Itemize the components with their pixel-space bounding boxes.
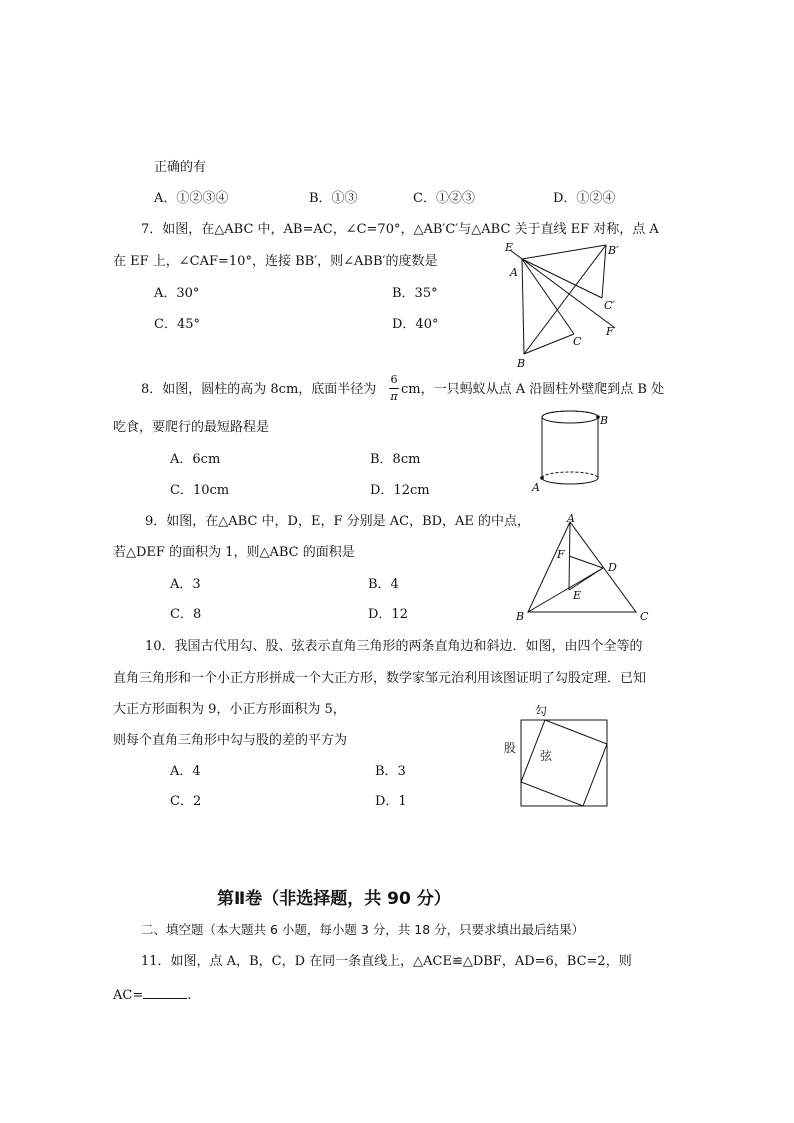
q8-cylinder-figure bbox=[528, 405, 614, 495]
q8-option-b: B．8cm bbox=[370, 452, 421, 467]
q7-line-ef bbox=[510, 250, 615, 328]
q8-option-d: D．12cm bbox=[370, 483, 430, 498]
q10-line3: 大正方形面积为 9，小正方形面积为 5， bbox=[113, 702, 346, 717]
q8-frac-den: π bbox=[390, 390, 398, 403]
q11-line2 bbox=[113, 986, 191, 1002]
q9-label-c: C bbox=[640, 610, 649, 623]
q7-line1: 7．如图，在△ABC 中，AB=AC，∠C=70°，△AB′C′与△ABC 关于直线 EF 对称，点 A bbox=[141, 222, 659, 237]
q9-seg-ed bbox=[569, 568, 603, 590]
q10-option-c: C．2 bbox=[170, 794, 202, 809]
q7-label-b: B bbox=[517, 357, 526, 370]
q7-option-c: C．45° bbox=[154, 317, 200, 332]
q11-line1: 11．如图，点 A，B，C，D 在同一条直线上，△ACE≌△DBF，AD=6，BC=2，则 bbox=[141, 954, 632, 969]
q9-label-b: B bbox=[516, 610, 525, 623]
q7-line2: 在 EF 上，∠CAF=10°，连接 BB′，则∠ABB′的度数是 bbox=[113, 254, 438, 269]
q8-frac-bar bbox=[389, 388, 399, 389]
q9-line1: 9．如图，在△ABC 中，D，E，F 分别是 AC，BD，AE 的中点， bbox=[145, 514, 531, 529]
q7-seg-ab bbox=[522, 259, 524, 354]
q7-label-c-prime: C′ bbox=[604, 299, 615, 312]
q8-line2: 吃食，要爬行的最短路程是 bbox=[113, 420, 270, 435]
q9-label-f: F bbox=[557, 548, 565, 561]
q9-triangle-abc bbox=[528, 522, 636, 612]
q8-option-c: C．10cm bbox=[170, 483, 230, 498]
q10-line2: 直角三角形和一个小正方形拼成一个大正方形，数学家邹元治利用该图证明了勾股定理．已知 bbox=[113, 671, 647, 686]
q9-triangle-figure bbox=[512, 512, 654, 624]
q7-option-b: B．35° bbox=[392, 286, 438, 301]
q11-period: . bbox=[187, 988, 192, 1003]
q8-top-dash bbox=[542, 411, 598, 417]
q10-inner-square bbox=[521, 720, 607, 806]
q9-label-e: E bbox=[573, 589, 582, 602]
q7-label-f: F bbox=[606, 325, 614, 338]
q8-line1-pre: 8．如图，圆柱的高为 8cm，底面半径为 bbox=[141, 382, 377, 397]
q7-seg-ac1 bbox=[522, 259, 602, 298]
q9-line2: 若△DEF 的面积为 1，则△ABC 的面积是 bbox=[113, 545, 355, 560]
q10-option-b: B．3 bbox=[375, 764, 406, 779]
q8-frac-num: 6 bbox=[390, 373, 398, 386]
q7-label-e: E bbox=[505, 241, 514, 254]
q9-option-a: A．3 bbox=[170, 577, 201, 592]
q10-label-xian: 弦 bbox=[540, 749, 553, 763]
q6-option-b: B．①③ bbox=[309, 191, 358, 206]
q8-label-a: A bbox=[532, 481, 540, 494]
q7-seg-ab1 bbox=[522, 245, 606, 259]
q10-option-d: D．1 bbox=[375, 794, 407, 809]
q9-option-b: B．4 bbox=[368, 577, 399, 592]
q7-label-b-prime: B′ bbox=[608, 244, 619, 257]
q11-ac-label: AC= bbox=[113, 988, 144, 1003]
q9-seg-bd bbox=[528, 568, 603, 612]
q10-label-gu: 股 bbox=[504, 741, 517, 755]
q8-bottom-back bbox=[542, 472, 598, 478]
q7-seg-b1c1 bbox=[602, 245, 606, 298]
q9-option-c: C．8 bbox=[170, 607, 202, 622]
q11-answer-blank[interactable] bbox=[143, 986, 187, 999]
q8-line1-post: cm，一只蚂蚁从点 A 沿圆柱外壁爬到点 B 处 bbox=[401, 382, 665, 397]
q9-option-d: D．12 bbox=[368, 607, 408, 622]
q7-figure bbox=[500, 238, 630, 372]
q6-option-a: A．①②③④ bbox=[154, 191, 229, 206]
q7-option-d: D．40° bbox=[392, 317, 439, 332]
q6-option-d: D．①②④ bbox=[553, 191, 616, 206]
q10-label-gou: 勾 bbox=[535, 704, 548, 718]
q8-label-b: B bbox=[600, 414, 609, 427]
q7-option-a: A．30° bbox=[154, 286, 200, 301]
q10-line1: 10．我国古代用勾、股、弦表示直角三角形的两条直角边和斜边．如图，由四个全等的 bbox=[145, 639, 643, 654]
q9-seg-fd bbox=[569, 556, 603, 568]
q8-top-ellipse bbox=[542, 411, 598, 423]
q10-option-a: A．4 bbox=[170, 764, 201, 779]
q7-label-a: A bbox=[510, 266, 518, 279]
q7-label-c: C bbox=[573, 335, 582, 348]
part2-subtitle: 二、填空题（本大题共 6 小题，每小题 3 分，共 18 分，只要求填出最后结果） bbox=[141, 922, 585, 937]
q8-point-a bbox=[540, 476, 544, 480]
q6-tail: 正确的有 bbox=[154, 160, 207, 175]
q8-bottom-front bbox=[542, 478, 598, 484]
part2-title: 第Ⅱ卷（非选择题，共 90 分） bbox=[217, 889, 451, 909]
q10-big-square bbox=[521, 720, 607, 806]
q6-option-c: C．①②③ bbox=[413, 191, 475, 206]
q9-label-a: A bbox=[567, 512, 575, 525]
q9-label-d: D bbox=[608, 561, 617, 574]
q8-option-a: A．6cm bbox=[170, 452, 221, 467]
q10-pythagoras-figure bbox=[502, 700, 612, 810]
q10-line4: 则每个直角三角形中勾与股的差的平方为 bbox=[113, 733, 348, 748]
